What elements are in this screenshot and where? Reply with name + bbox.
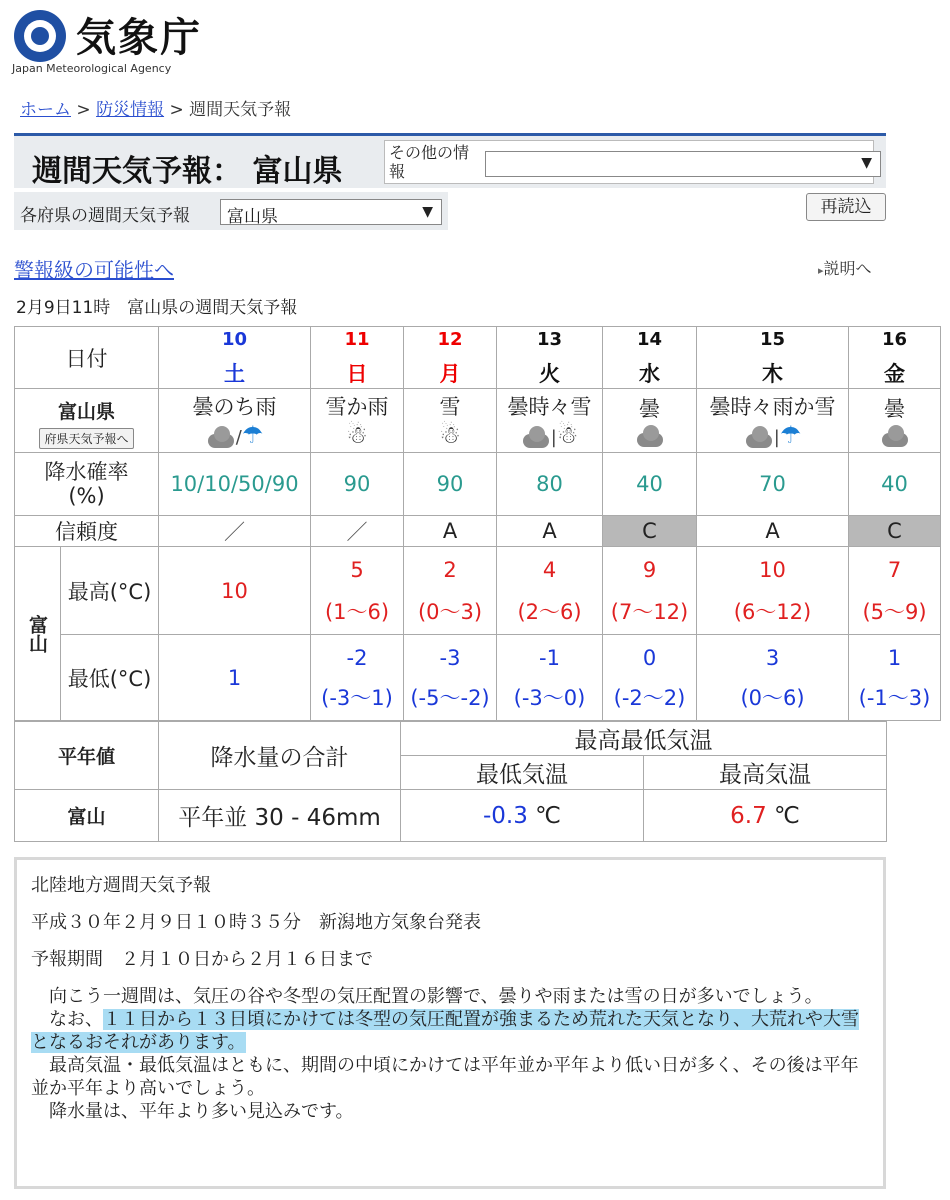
explain-link[interactable] <box>818 256 872 279</box>
cloud-icon <box>635 425 665 447</box>
weather-row <box>15 389 941 453</box>
max-temp-row <box>15 547 941 635</box>
normals-city: 富山 <box>15 790 159 842</box>
agency-subtitle: Japan Meteorological Agency <box>12 62 172 75</box>
cloud-icon <box>206 426 236 448</box>
other-info-label: その他の情報 <box>389 143 470 181</box>
snowman-icon: ☃ <box>346 420 368 449</box>
prefecture-select-value: 富山県 <box>227 207 278 227</box>
date-label: 日付 <box>15 327 159 389</box>
reliability-cell: ／ <box>311 516 404 547</box>
day-cell: 16 金 <box>849 327 941 389</box>
umbrella-icon: ☂ <box>779 420 802 449</box>
chevron-down-icon: ▼ <box>422 204 433 220</box>
precip-prob-cell: 80 <box>497 453 603 516</box>
triangle-right-icon: ▸ <box>818 264 824 277</box>
prefecture-selector-row <box>14 192 448 230</box>
max-temp-cell: 10 <box>159 547 311 635</box>
highlighted-text: １１日から１３日頃にかけては冬型の気圧配置が強まるため荒れた天気となり、大荒れや大雪となるおそれがあります。 <box>31 1009 859 1053</box>
weather-cell: 雪か雨 ☃ <box>311 389 404 453</box>
min-temp-row <box>15 635 941 721</box>
precip-sum-label: 降水量の合計 <box>159 722 401 790</box>
precip-prob-cell: 10/10/50/90 <box>159 453 311 516</box>
precip-prob-cell: 90 <box>404 453 497 516</box>
weather-cell: 曇のち雨 /☂ <box>159 389 311 453</box>
max-temp-cell: 5 (1〜6) <box>311 547 404 635</box>
min-normal-value: -0.3 ℃ <box>401 790 644 842</box>
temp-normals-label: 最高最低気温 <box>401 722 887 756</box>
max-temp-cell: 9 (7〜12) <box>603 547 697 635</box>
weather-cell: 曇 <box>849 389 941 453</box>
reliability-cell: A <box>404 516 497 547</box>
min-temp-cell: 0 (-2〜2) <box>603 635 697 721</box>
max-temp-cell: 4 (2〜6) <box>497 547 603 635</box>
date-row <box>15 327 941 389</box>
reliability-label: 信頼度 <box>15 516 159 547</box>
prefecture-select-label: 各府県の週間天気予報 <box>20 206 190 226</box>
forecast-paragraph: 降水量は、平年より多い見込みです。 <box>31 1101 354 1122</box>
precip-prob-cell: 40 <box>603 453 697 516</box>
precip-prob-row <box>15 453 941 516</box>
cloud-icon <box>880 425 910 447</box>
day-cell: 14 水 <box>603 327 697 389</box>
normals-label: 平年値 <box>15 722 159 790</box>
max-normal-value: 6.7 ℃ <box>644 790 887 842</box>
min-temp-cell: -3 (-5〜-2) <box>404 635 497 721</box>
precip-prob-cell: 70 <box>697 453 849 516</box>
jma-logo[interactable] <box>12 4 212 76</box>
region-label: 富山県 <box>57 400 115 423</box>
reliability-cell: ／ <box>159 516 311 547</box>
jma-logo-icon <box>14 10 66 62</box>
reliability-cell: C <box>603 516 697 547</box>
day-cell: 10 土 <box>159 327 311 389</box>
forecast-text-body <box>31 985 869 1123</box>
min-temp-cell: -2 (-3〜1) <box>311 635 404 721</box>
region-cell <box>15 389 159 453</box>
cloud-icon <box>521 426 551 448</box>
min-temp-cell: -1 (-3〜0) <box>497 635 603 721</box>
breadcrumb <box>20 95 291 120</box>
weather-cell: 雪 ☃ <box>404 389 497 453</box>
other-info-box <box>384 140 874 184</box>
precip-prob-cell: 40 <box>849 453 941 516</box>
prefecture-select[interactable] <box>220 199 442 225</box>
reliability-cell: A <box>497 516 603 547</box>
cloud-icon <box>744 426 774 448</box>
snowman-icon: ☃ <box>439 420 461 449</box>
warning-level-link[interactable]: 警報級の可能性へ <box>14 258 174 282</box>
forecast-paragraph: 最高気温・最低気温はともに、期間の中頃にかけては平年並か平年より低い日が多く、その後は平年並か平年より高いでしょう。 <box>31 1055 859 1099</box>
max-temp-cell: 10 (6〜12) <box>697 547 849 635</box>
day-cell: 13 火 <box>497 327 603 389</box>
explain-link-label: 説明へ <box>823 259 872 278</box>
breadcrumb-disaster-link[interactable]: 防災情報 <box>96 100 165 120</box>
normals-table <box>14 721 887 842</box>
min-temp-label: 最低(°C) <box>61 635 159 721</box>
precip-prob-label: 降水確率 (%) <box>15 453 159 516</box>
issued-time: 2月9日11時 富山県の週間天気予報 <box>16 298 298 318</box>
precip-prob-cell: 90 <box>311 453 404 516</box>
weather-cell: 曇 <box>603 389 697 453</box>
reliability-cell: A <box>697 516 849 547</box>
min-temp-cell: 3 (0〜6) <box>697 635 849 721</box>
precip-normal-value: 平年並 30 - 46mm <box>159 790 401 842</box>
max-temp-cell: 2 (0〜3) <box>404 547 497 635</box>
regional-forecast-text <box>14 857 886 1189</box>
reliability-row <box>15 516 941 547</box>
other-info-select[interactable] <box>485 151 881 177</box>
forecast-text-issued: 平成３０年２月９日１０時３５分 新潟地方気象台発表 <box>31 912 481 933</box>
weather-cell: 曇時々雨か雪 |☂ <box>697 389 849 453</box>
pref-forecast-button[interactable]: 府県天気予報へ <box>39 428 133 449</box>
min-normal-label: 最低気温 <box>401 756 644 790</box>
day-cell: 12 月 <box>404 327 497 389</box>
day-cell: 11 日 <box>311 327 404 389</box>
max-temp-cell: 7 (5〜9) <box>849 547 941 635</box>
weekly-forecast-table <box>14 326 941 721</box>
max-normal-label: 最高気温 <box>644 756 887 790</box>
breadcrumb-sep: > <box>169 100 184 120</box>
snowman-icon: ☃ <box>556 420 579 449</box>
page-title: 週間天気予報： 富山県 <box>32 154 343 189</box>
forecast-text-title: 北陸地方週間天気予報 <box>31 875 211 896</box>
chevron-down-icon: ▼ <box>861 155 872 171</box>
umbrella-icon: ☂ <box>241 420 264 449</box>
reload-button[interactable]: 再読込 <box>806 193 886 221</box>
agency-title: 気象庁 <box>76 15 202 61</box>
reliability-cell: C <box>849 516 941 547</box>
city-label: 富山 <box>15 547 61 721</box>
forecast-text-period: 予報期間 ２月１０日から２月１６日まで <box>31 949 373 970</box>
weather-cell: 曇時々雪 |☃ <box>497 389 603 453</box>
min-temp-cell: 1 <box>159 635 311 721</box>
day-cell: 15 木 <box>697 327 849 389</box>
max-temp-label: 最高(°C) <box>61 547 159 635</box>
breadcrumb-home-link[interactable]: ホーム <box>20 100 71 120</box>
forecast-paragraph: 向こう一週間は、気圧の谷や冬型の気圧配置の影響で、曇りや雨または雪の日が多いでしょう。 <box>31 986 823 1007</box>
breadcrumb-sep: > <box>76 100 91 120</box>
forecast-paragraph: なお、１１日から１３日頃にかけては冬型の気圧配置が強まるため荒れた天気となり、大荒れや大雪となるおそれがあります。 <box>31 1009 859 1053</box>
min-temp-cell: 1 (-1〜3) <box>849 635 941 721</box>
breadcrumb-current: 週間天気予報 <box>189 100 292 120</box>
title-bar <box>14 133 886 188</box>
